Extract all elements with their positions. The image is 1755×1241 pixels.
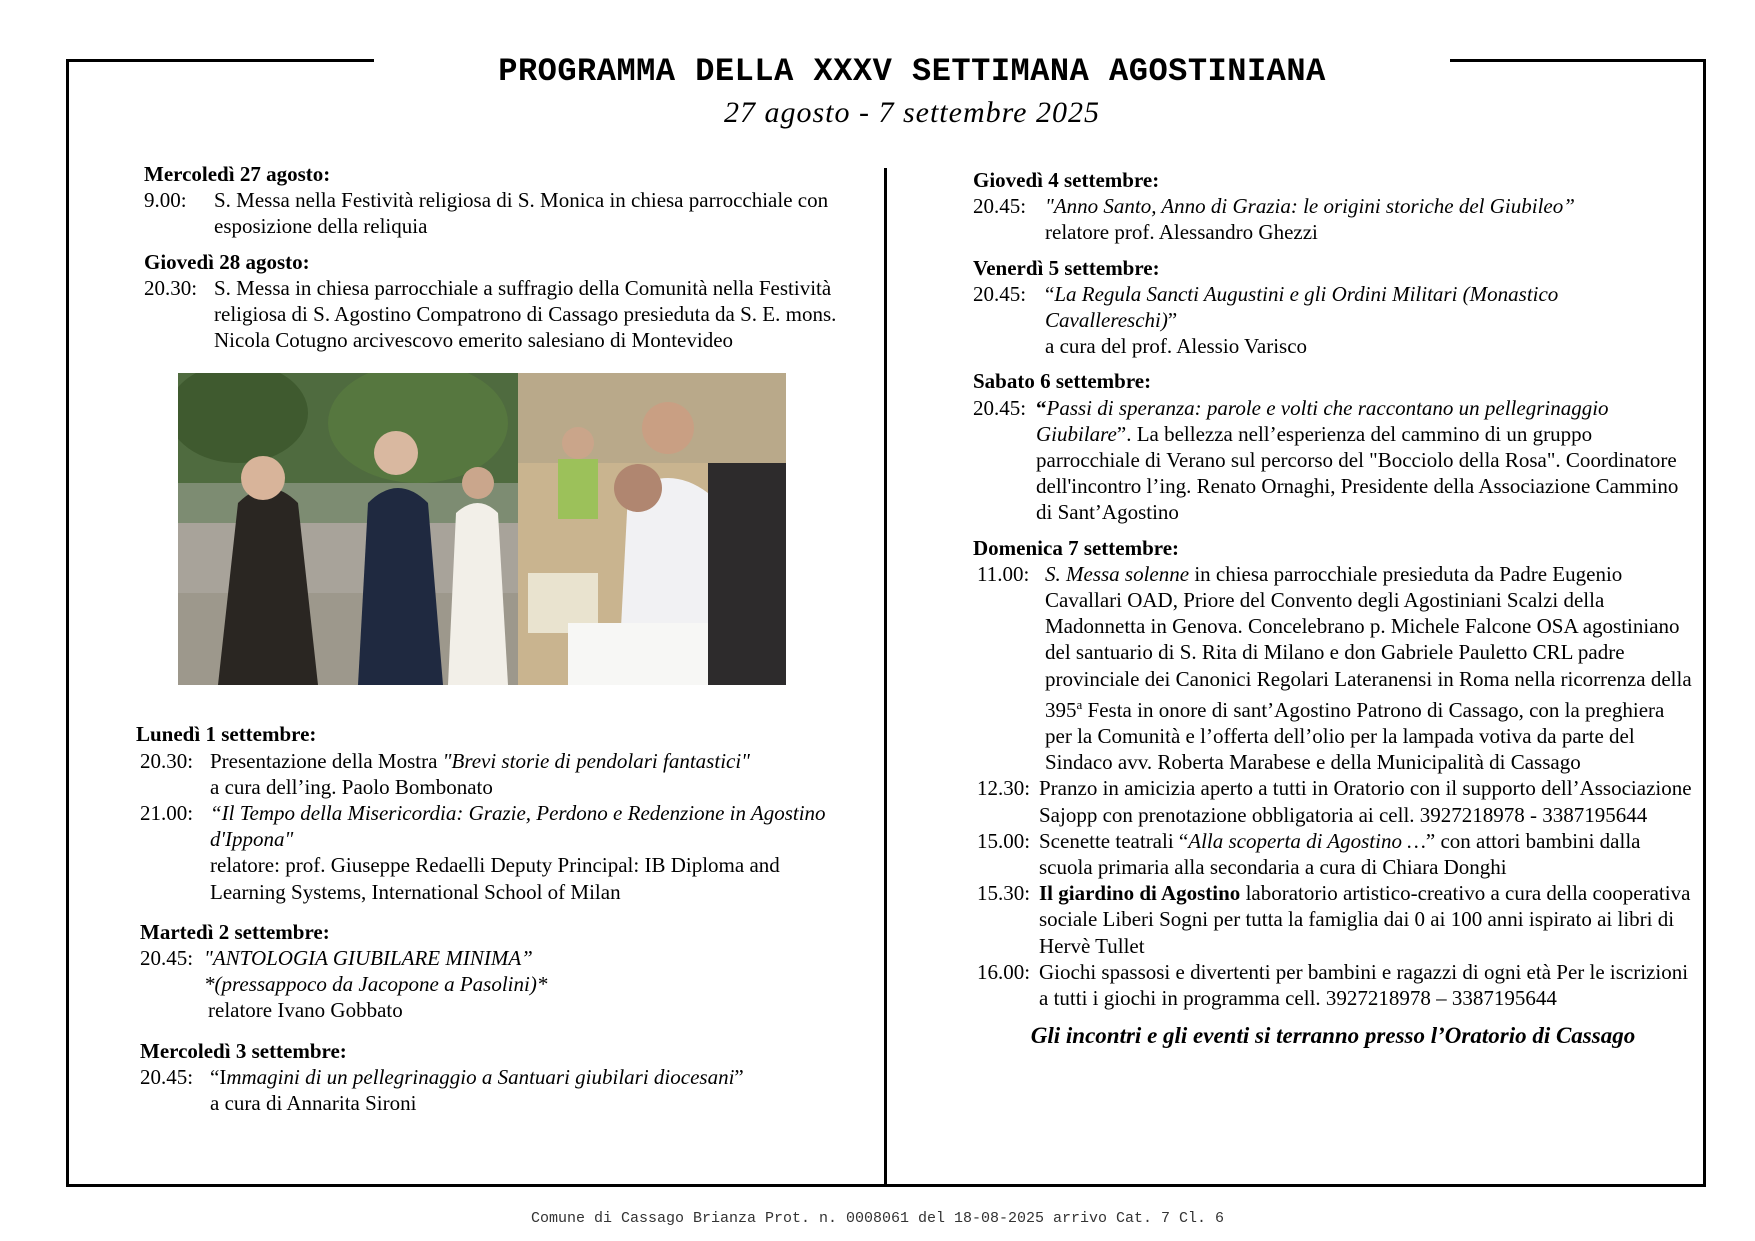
event-desc-text: “I: [210, 1064, 227, 1089]
event-desc-text: “: [1045, 281, 1055, 306]
day-heading: Lunedì 1 settembre:: [136, 722, 317, 747]
page-title: PROGRAMMA DELLA XXXV SETTIMANA AGOSTINIANA: [498, 53, 1326, 90]
event-desc-text: laboratorio artistico-creativo a cura della cooperativa sociale Liberi Sogni per tutta la famiglia dai 0 ai 100 anni ispirato ai libri di Hervè Tullet: [1039, 881, 1691, 958]
event-desc-text: ”. La bellezza nell’esperienza del cammino di un gruppo parrocchiale di Verano sul percorso del "Bocciolo della Rosa". Coordinatore dell'incontro l’ing. Renato Ornaghi, Presidente della Associazione Cammino di Sant’Agostino: [1036, 421, 1679, 525]
event-desc-text: ”: [734, 1064, 744, 1089]
event-item: [977, 775, 1693, 827]
event-time: 15.00:: [977, 828, 1031, 853]
event-item: [973, 395, 1693, 526]
event-desc: [1045, 193, 1693, 245]
event-item: [977, 561, 1693, 776]
event-item: [144, 275, 844, 354]
day-heading: Giovedì 28 agosto:: [144, 249, 310, 274]
event-desc-italic: "ANTOLOGIA GIUBILARE MINIMA”: [204, 946, 533, 971]
event-desc: [204, 945, 844, 1024]
event-item: [140, 945, 844, 1024]
event-item: [140, 748, 844, 800]
event-desc-italic: mmagini di un pellegrinaggio a Santuari giubilari diocesani: [226, 1064, 735, 1089]
event-desc-text: relatore: prof. Giuseppe Redaelli Deputy Principal: IB Diploma and Learning Systems, International School of Milan: [210, 853, 780, 904]
event-desc-bold: Il giardino di Agostino: [1039, 881, 1241, 906]
event-desc-italic: “Il Tempo della Misericordia: Grazie, Perdono e Redenzione in Agostino d'Ippona": [210, 801, 826, 852]
event-desc-italic: Alla scoperta di Agostino …: [1188, 828, 1426, 853]
event-desc: [1045, 561, 1693, 776]
event-photos: [178, 373, 786, 685]
day-heading: Mercoledì 3 settembre:: [140, 1038, 347, 1063]
event-desc: S. Messa in chiesa parrocchiale a suffragio della Comunità nella Festività religiosa di S. Agostino Compatrono di Cassago presieduta da S. E. mons. Nicola Cotugno arcivescovo emerito salesiano di Montevideo: [214, 275, 837, 353]
right-column: [973, 167, 1693, 1050]
event-desc-text: Presentazione della Mostra: [210, 748, 443, 773]
event-desc: [210, 800, 844, 905]
event-desc-text: ”: [1167, 308, 1178, 333]
event-desc-text: a cura dell’ing. Paolo Bombonato: [210, 774, 493, 799]
event-desc: Giochi spassosi e divertenti per bambini e ragazzi di ogni età Per le iscrizioni a tutti i giochi in programma cell. 3927218978 – 3387195644: [1039, 959, 1689, 1011]
event-time: 20.45:: [973, 281, 1027, 306]
column-divider: [884, 168, 887, 1187]
day-heading: Sabato 6 settembre:: [973, 369, 1152, 394]
day-heading: Martedì 2 settembre:: [140, 919, 330, 944]
event-desc-italic: "Brevi storie di pendolari fantastici": [442, 748, 751, 773]
closing-note: Gli incontri e gli eventi si terranno presso l’Oratorio di Cassago: [1030, 1023, 1636, 1049]
event-desc: [1039, 828, 1693, 880]
event-time: 20.45:: [973, 395, 1027, 420]
event-desc: [210, 748, 844, 800]
day-heading: Venerdì 5 settembre:: [973, 255, 1160, 280]
protocol-footer: Comune di Cassago Brianza Prot. n. 0008061 del 18-08-2025 arrivo Cat. 7 Cl. 6: [530, 1210, 1225, 1227]
event-time: 16.00:: [977, 959, 1031, 984]
event-time: 20.30:: [144, 275, 198, 300]
event-desc: S. Messa nella Festività religiosa di S. Monica in chiesa parrocchiale con esposizione della reliquia: [214, 188, 829, 239]
event-desc: [210, 1064, 844, 1116]
event-desc-italic: La Regula Sancti Augustini e gli Ordini Militari (Monastico Cavallereschi): [1045, 281, 1559, 333]
event-desc-text: a cura del prof. Alessio Varisco: [1045, 334, 1308, 359]
event-desc: Pranzo in amicizia aperto a tutti in Oratorio con il supporto dell’Associazione Sajopp con prenotazione obbligatoria ai cell. 3927218978 - 3387195644: [1039, 776, 1692, 827]
left-column: [136, 161, 844, 1116]
event-desc: [1045, 281, 1693, 360]
event-desc-sup: a: [1076, 696, 1083, 712]
event-time: 20.45:: [973, 194, 1027, 219]
event-item: [977, 880, 1693, 959]
event-time: 21.00:: [140, 801, 194, 826]
event-desc-text: relatore Ivano Gobbato: [208, 998, 403, 1023]
event-time: 20.45:: [140, 946, 194, 971]
event-item: [973, 193, 1693, 245]
photo-friars-walking: [178, 373, 518, 685]
event-item: [144, 187, 844, 239]
event-desc-text: a cura di Annarita Sironi: [210, 1091, 417, 1116]
event-desc-text: Festa in onore di sant’Agostino Patrono di Cassago, con la preghiera per la Comunità e l’offerta dell’olio per la lampada votiva da parte del Sindaco avv. Roberta Marabese e della Municipalità di Cassago: [1045, 697, 1665, 775]
event-time: 20.30:: [140, 748, 194, 773]
event-desc: [1039, 880, 1693, 959]
event-time: 11.00:: [977, 561, 1030, 586]
day-heading: Mercoledì 27 agosto:: [144, 162, 331, 186]
event-time: 20.45:: [140, 1064, 194, 1089]
photo-signing-book: [518, 373, 786, 685]
event-item: [140, 1064, 844, 1116]
event-desc-text: Scenette teatrali “: [1039, 828, 1189, 853]
event-desc-italic: S. Messa solenne: [1045, 561, 1190, 586]
event-desc: [1036, 395, 1693, 526]
event-item: [973, 281, 1693, 360]
page-dates: 27 agosto - 7 settembre 2025: [723, 96, 1101, 129]
event-desc-text: ” con attori bambini dalla scuola primaria alla secondaria a cura di Chiara Donghi: [1039, 828, 1641, 880]
event-item: [977, 959, 1693, 1011]
day-heading: Domenica 7 settembre:: [973, 535, 1180, 560]
event-item: [977, 828, 1693, 880]
day-heading: Giovedì 4 settembre:: [973, 168, 1160, 192]
event-desc-italic: "Anno Santo, Anno di Grazia: le origini storiche del Giubileo”: [1045, 194, 1575, 219]
event-desc-italic: *(pressappoco da Jacopone a Pasolini)*: [204, 972, 548, 997]
event-time: 9.00:: [144, 188, 187, 213]
event-time: 12.30:: [977, 776, 1031, 801]
event-desc-text: “: [1036, 395, 1047, 420]
event-item: [140, 800, 844, 905]
event-desc-italic: Passi di speranza: parole e volti che raccontano un pellegrinaggio Giubilare: [1036, 395, 1609, 446]
event-desc-text: in chiesa parrocchiale presieduta da Padre Eugenio Cavallari OAD, Priore del Convento degli Agostiniani Scalzi della Madonnetta in Genova. Concelebrano p. Michele Falcone OSA agostiniano del santuario di S. Rita di Milano e don Gabriele Pauletto CRL padre provinciale dei Canonici Regolari Lateranensi in Roma nella ricorrenza della 395: [1045, 561, 1692, 722]
event-time: 15.30:: [977, 881, 1031, 906]
event-desc-text: relatore prof. Alessandro Ghezzi: [1045, 220, 1318, 245]
